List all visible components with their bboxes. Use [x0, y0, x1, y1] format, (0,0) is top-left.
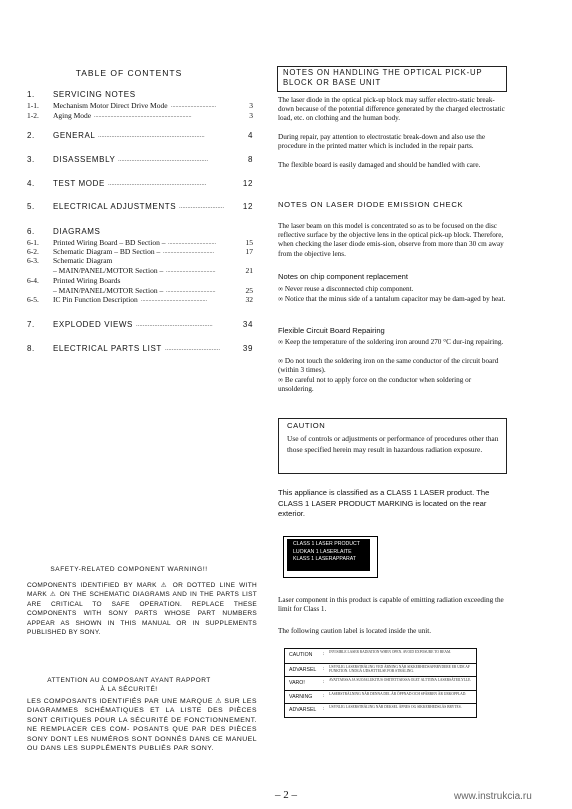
chip-note-2-text: Notice that the minus side of a tantalum capacitor may be dam-aged by heat.: [284, 295, 506, 303]
toc-entry: [27, 90, 253, 100]
optical-paragraph-1: The laser diode in the optical pick-up block may suffer electro-static break-down because of the potential difference generated by the charged electrostatic load, etc. on clothing and the human body.: [278, 96, 505, 123]
toc-entry-label: – MAIN/PANEL/MOTOR Section –: [53, 286, 164, 295]
toc-entry: [27, 344, 253, 354]
caution-heading: CAUTION: [287, 421, 326, 430]
toc-leader-dots: ..............................: [171, 103, 216, 109]
toc-entry-label: ELECTRICAL PARTS LIST: [53, 344, 162, 353]
safety-warning-title: SAFETY-RELATED COMPONENT WARNING!!: [50, 566, 208, 573]
toc-entry-label: TEST MODE: [53, 179, 105, 188]
caution-label-separator: :: [323, 707, 325, 713]
caution-label-language: ADVARSEL: [289, 666, 317, 673]
class1-text: This appliance is classified as a CLASS 1 LASER product. The CLASS 1 LASER PRODUCT MARKING is located on the rear exterior.: [278, 488, 490, 518]
laser-label-line-3: KLASS 1 LASERAPPARAT: [293, 556, 356, 563]
toc-entry: [27, 266, 253, 276]
toc-entry-page: 3: [249, 101, 253, 110]
toc-entry-number: 6-5.: [27, 295, 39, 304]
toc-entry: [27, 276, 253, 286]
toc-leader-dots: ............................................: [141, 297, 207, 303]
watermark: www.instrukcia.ru: [454, 791, 532, 802]
flex-note-3: ∞ Be careful not to apply force on the conductor when soldering or unsoldering.: [278, 376, 472, 394]
toc-entry: [27, 256, 253, 266]
toc-entry-page: 34: [242, 320, 253, 329]
laser-label-line-1: CLASS 1 LASER PRODUCT: [293, 541, 360, 547]
toc-entry-label: IC Pin Function Description: [53, 295, 138, 304]
toc-entry-number: 1-2.: [27, 111, 39, 120]
toc-entry: [27, 111, 253, 121]
caution-label-table: [284, 648, 477, 718]
caution-label-separator: :: [323, 680, 325, 686]
caution-label-text: INVISIBLE LASER RADIATION WHEN OPEN. AVOID EXPOSURE TO BEAM.: [329, 650, 452, 654]
chip-note-1: ∞ Never reuse a disconnected chip component.: [278, 285, 414, 293]
toc-entry: [27, 320, 253, 330]
class1-laser-label-text: [287, 539, 370, 571]
optical-notes-title: NOTES ON HANDLING THE OPTICAL PICK-UP BLOCK OR BASE UNIT: [283, 68, 483, 87]
toc-entry-page: 12: [242, 202, 253, 211]
toc-leader-dots: ......................................................: [118, 157, 209, 163]
toc-entry-number: 7.: [27, 320, 35, 329]
toc-leader-dots: ................................................................: [98, 133, 205, 139]
toc-entry-number: 3.: [27, 155, 35, 164]
toc-entry: [27, 295, 253, 305]
toc-entry-number: 6.: [27, 227, 35, 236]
toc-leader-dots: ..............................................: [136, 322, 213, 328]
flex-repair-title: Flexible Circuit Board Repairing: [278, 326, 385, 335]
toc-leader-dots: .................................: [166, 268, 216, 274]
toc-leader-dots: .................................: [166, 288, 216, 294]
toc-title: TABLE OF CONTENTS: [75, 68, 183, 78]
french-warning-title: [0, 676, 258, 694]
safety-warning-body: COMPONENTS IDENTIFIED BY MARK ⚠ OR DOTTED LINE WITH MARK ⚠ ON THE SCHEMATIC DIAGRAMS AND IN THE PARTS LIST ARE CRITICAL TO SAFE OPERATION. REPLACE THESE COMPONENTS WITH SONY PARTS WHOSE PART NUMBERS APPEAR AS SHOWN IN THIS MANUAL OR IN SUPPLEMENTS PUBLISHED BY SONY.: [27, 582, 257, 637]
caution-label-row: [285, 649, 476, 663]
toc-leader-dots: ...........................................................: [108, 181, 207, 187]
toc-entry-page: 39: [242, 344, 253, 353]
chip-note-1-text: Never reuse a disconnected chip component.: [284, 285, 414, 293]
chip-notes-title: Notes on chip component replacement: [278, 272, 409, 281]
toc-leader-dots: ..................................: [163, 249, 214, 255]
toc-entry-label: GENERAL: [53, 131, 96, 140]
toc-entry: [27, 155, 253, 165]
toc-entry: [27, 101, 253, 111]
toc-entry-page: 32: [245, 295, 253, 304]
emitting-text: Laser component in this product is capable of emitting radiation exceeding the limit for Class 1.: [278, 596, 504, 614]
flex-note-2-text: Do not touch the soldering iron on the same conductor of the circuit board (within 3 times).: [278, 357, 499, 375]
toc-entry-page: 25: [245, 286, 253, 295]
laser-label-line-2: LUOKAN 1 LASERLAITE: [293, 548, 352, 555]
french-warning-title-line1: ATTENTION AU COMPOSANT AYANT RAPPORT: [47, 677, 211, 684]
flex-note-1: ∞ Keep the temperature of the soldering iron around 270 °C dur-ing repairing.: [278, 338, 504, 346]
toc-entry-number: 2.: [27, 131, 35, 140]
toc-entry-page: 4: [247, 131, 253, 140]
toc-entry-label: Aging Mode: [53, 111, 92, 120]
toc-entry-page: 8: [247, 155, 253, 164]
toc-entry-label: Printed Wiring Board – BD Section –: [53, 238, 166, 247]
caution-label-language: VARNING: [289, 693, 313, 700]
toc-entry-label: EXPLODED VIEWS: [53, 320, 133, 329]
toc-entry-label: – MAIN/PANEL/MOTOR Section –: [53, 266, 164, 275]
toc-entry-number: 6-3.: [27, 256, 39, 265]
toc-entry: [27, 202, 253, 212]
toc-entry-page: 12: [242, 179, 253, 188]
caution-label-separator: :: [323, 666, 325, 672]
flex-note-1-text: Keep the temperature of the soldering iron around 270 °C dur-ing repairing.: [284, 338, 504, 346]
caution-label-text: USYNLIG LASERSTRÅLING NÅR DEKSEL ÅPNES OG SIKKERHEDSLÅS BRYTES.: [329, 705, 462, 710]
toc-entry-page: 15: [245, 238, 253, 247]
toc-entry-page: 21: [245, 266, 253, 275]
toc-entry-page: 3: [249, 111, 253, 120]
caution-label-language: VARO!: [289, 680, 305, 687]
toc-entry-label: DIAGRAMS: [53, 227, 101, 236]
caution-label-separator: :: [323, 652, 325, 657]
optical-paragraph-3: The flexible board is easily damaged and should be handled with care.: [278, 161, 481, 169]
caution-label-separator: :: [323, 693, 325, 699]
laser-check-body: The laser beam on this model is concentrated so as to be focused on the disc reflective surface by the objective lens in the optical pick-up block. Therefore, when checking the laser diode emis-sion, observe from more than 30 cm away from the objective lens.: [278, 222, 504, 258]
flex-note-3-text: Be careful not to apply force on the conductor when soldering or unsoldering.: [278, 376, 472, 394]
toc-entry: [27, 227, 253, 237]
caution-label-text: USYNLIG LASERSTRÅLING VED ÅBNING NÅR SIKKERHEDSAFBRYDERE ER UDE AF FUNKTION. UNDGÅ UDSÆTTELSE FOR STRÅLING.: [329, 664, 470, 674]
toc-leader-dots: .................................: [165, 346, 221, 352]
toc-entry-label: DISASSEMBLY: [53, 155, 116, 164]
toc-entry-number: 5.: [27, 202, 35, 211]
caution-text: Use of controls or adjustments or performance of procedures other than those specified herein may result in hazardous radiation exposure.: [287, 434, 499, 454]
toc-entry-number: 1.: [27, 90, 35, 99]
toc-entry-number: 4.: [27, 179, 35, 188]
toc-entry-number: 6-2.: [27, 247, 39, 256]
optical-paragraph-2: During repair, pay attention to electrostatic break-down and also use the procedure in the printed matter which is included in the repair parts.: [278, 133, 486, 151]
french-warning-title-line2: À LA SÉCURITÉ!: [100, 686, 158, 693]
caution-label-text: AVATTAESSA JA SUOJALUKITUS OHITETTAESSA OLET ALTTIINA LASERSÄTEILYLLE.: [329, 678, 472, 683]
toc-entry-label: Printed Wiring Boards: [53, 276, 121, 285]
toc-leader-dots: ................................: [168, 240, 216, 246]
toc-entry-page: 17: [245, 247, 253, 256]
toc-entry-label: Mechanism Motor Direct Drive Mode: [53, 101, 168, 110]
caution-label-note: The following caution label is located inside the unit.: [278, 627, 432, 635]
toc-entry-label: ELECTRICAL ADJUSTMENTS: [53, 202, 177, 211]
caution-label-text: LASERSTRÅLNING NÄR DENNA DEL ÄR ÖPPNAD OCH SPÄRREN ÄR URKOPPLAD.: [329, 691, 467, 696]
toc-entry-number: 6-1.: [27, 238, 39, 247]
toc-leader-dots: ...........................: [179, 204, 225, 210]
toc-entry-label: Schematic Diagram: [53, 256, 113, 265]
laser-check-title: NOTES ON LASER DIODE EMISSION CHECK: [278, 200, 464, 209]
caution-label-language: ADVARSEL: [289, 707, 317, 714]
toc-leader-dots: .................................................................: [94, 113, 192, 119]
toc-entry: [27, 179, 253, 189]
page-number: – 2 –: [275, 789, 297, 801]
flex-note-2: ∞ Do not touch the soldering iron on the same conductor of the circuit board (within 3 times).: [278, 357, 499, 375]
toc-entry-label: Schematic Diagram – BD Section –: [53, 247, 161, 256]
toc-entry: [27, 131, 253, 141]
toc-entry-label: SERVICING NOTES: [53, 90, 136, 99]
toc-entry-number: 8.: [27, 344, 35, 353]
chip-note-2: ∞ Notice that the minus side of a tantalum capacitor may be dam-aged by heat.: [278, 295, 506, 303]
toc-entry-number: 6-4.: [27, 276, 39, 285]
french-warning-body: LES COMPOSANTS IDENTIFIÉS PAR UNE MARQUE ⚠ SUR LES DIAGRAMMES SCHÉMATIQUES ET LA LISTE DES PIÈCES SONT CRITIQUES POUR LA SÉCURITÉ DE FONCTIONNEMENT. NE REMPLACER CES COM- POSANTS QUE PAR DES PIÈCES SONY DONT LES NUMÉROS SONT DONNÉS DANS CE MANUEL OU DANS LES SUPPLÉMENTS PUBLIÉS PAR SONY.: [27, 698, 257, 753]
caution-label-row: [285, 703, 476, 718]
caution-label-language: CAUTION: [289, 652, 313, 658]
toc-entry-number: 1-1.: [27, 101, 39, 110]
